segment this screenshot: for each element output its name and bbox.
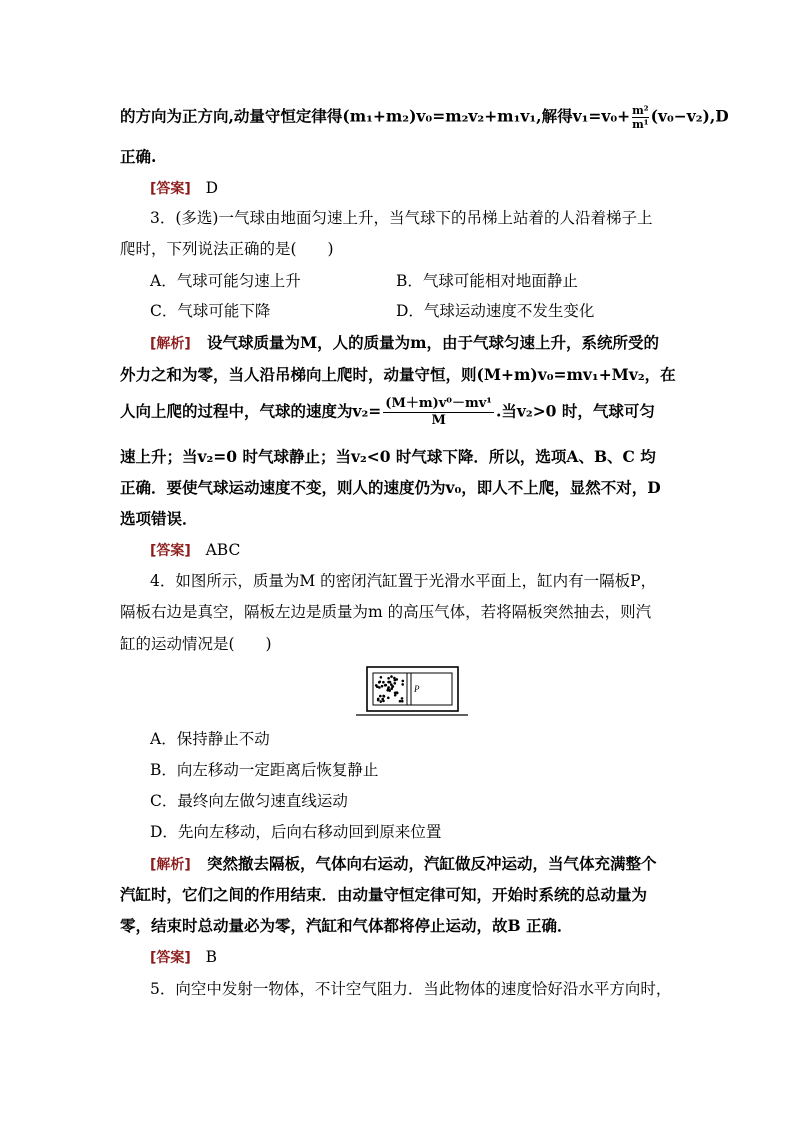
gas-particle: [390, 687, 393, 690]
explanation-3-text-3a: 人向上爬的过程中，气球的速度为v₂=: [120, 401, 382, 421]
explanation-3-line-1: [150, 332, 659, 355]
gas-particle: [379, 695, 382, 698]
gas-particle: [402, 680, 405, 683]
question-4-line-2: 隔板右边是真空，隔板左边是质量为m 的高压气体，若将隔板突然抽去，则汽: [120, 603, 652, 621]
explanation-3-line-2: 外力之和为零，当人沿吊梯向上爬时，动量守恒，则(M+m)v₀=mv₁+Mv₂，在: [120, 365, 676, 384]
answer-4: [150, 946, 217, 969]
question-4-option-d: D．先向左移动，后向右移动回到原来位置: [150, 823, 442, 841]
answer-label: [答案]: [150, 181, 191, 197]
gas-particle: [392, 685, 395, 688]
solution-line-1-text: 的方向为正方向,动量守恒定律得(m₁+m₂)v₀=m₂v₂+m₁v₁,解得v₁=v₀+: [120, 106, 631, 126]
explanation-label: [解析]: [150, 857, 191, 873]
explanation-3-line-6: 选项错误．: [120, 509, 198, 528]
gas-particle: [387, 686, 390, 689]
gas-particle: [401, 683, 404, 686]
gas-particle: [388, 681, 391, 684]
velocity-fraction: [383, 396, 494, 429]
explanation-4-line-1: [150, 853, 657, 876]
gas-particle: [396, 691, 399, 694]
gas-particle: [394, 682, 397, 685]
gas-particle: [387, 677, 390, 680]
gas-particle: [382, 695, 385, 698]
gas-particle: [379, 681, 382, 684]
question-4-option-c: C．最终向左做匀速直线运动: [150, 792, 348, 810]
high-pressure-gas: [375, 675, 404, 703]
question-3-option-d: D．气球运动速度不发生变化: [396, 302, 595, 320]
answer-value: ABC: [205, 541, 241, 559]
question-3-line-1: 3．(多选)一气球由地面匀速上升，当气球下的吊梯上站着的人沿着梯子上: [150, 209, 653, 227]
gas-particle: [401, 700, 404, 703]
gas-particle: [377, 699, 380, 702]
answer-3: [150, 539, 240, 562]
explanation-3-text-1: 设气球质量为M，人的质量为m，由于气球匀速上升，系统所受的: [207, 333, 660, 352]
question-3-line-2: 爬时，下列说法正确的是( ): [120, 240, 334, 258]
gas-particle: [375, 684, 378, 687]
question-3-option-a: A．气球可能匀速上升: [150, 272, 301, 290]
question-3-option-c: C．气球可能下降: [150, 302, 271, 320]
explanation-4-line-2: 汽缸时，它们之间的作用结束．由动量守恒定律可知，开始时系统的总动量为: [120, 885, 648, 904]
answer-label: [答案]: [150, 950, 191, 966]
gas-particle: [399, 700, 402, 703]
gas-particle: [382, 700, 385, 703]
question-5-line-1: 5．向空中发射一物体，不计空气阻力．当此物体的速度恰好沿水平方向时，: [150, 980, 672, 998]
cylinder-inner-wall: [373, 673, 452, 705]
explanation-3-text-3b: .当v₂>0 时，气球可匀: [496, 401, 655, 421]
explanation-4-line-3: 零，结束时总动量必为零，汽缸和气体都将停止运动，故B 正确．: [120, 916, 573, 935]
cylinder-figure: [356, 664, 468, 720]
fraction: [632, 104, 648, 131]
answer-value: D: [205, 179, 219, 197]
gas-particle: [380, 700, 383, 703]
fraction-numerator: m²: [632, 104, 649, 117]
explanation-3-line-3: [120, 396, 655, 429]
partition-label: P: [414, 684, 420, 694]
gas-particle: [380, 676, 383, 679]
answer-value: B: [205, 948, 217, 966]
explanation-4-text-1: 突然撤去隔板，气体向右运动，汽缸做反冲运动，当气体充满整个: [207, 854, 657, 873]
gas-particle: [384, 684, 387, 687]
question-4-line-1: 4．如图所示，质量为M 的密闭汽缸置于光滑水平面上，缸内有一隔板P，: [150, 572, 657, 590]
answer-1: [150, 177, 218, 200]
gas-particle: [390, 675, 393, 678]
answer-label: [答案]: [150, 543, 191, 559]
gas-particle: [396, 678, 399, 681]
question-3-option-b: B．气球可能相对地面静止: [396, 272, 578, 290]
gas-particle: [387, 697, 390, 700]
gas-particle: [382, 681, 385, 684]
question-4-option-a: A．保持静止不动: [150, 730, 270, 748]
velocity-fraction-numerator: (M＋m)v⁰－mv¹: [385, 396, 492, 411]
velocity-fraction-denominator: M: [431, 413, 446, 428]
solution-line-1-tail: (v₀−v₂),D: [650, 106, 729, 126]
question-4-line-3: 缸的运动情况是( ): [120, 635, 272, 653]
explanation-3-line-5: 正确．要使气球运动速度不变，则人的速度仍为v₀，即人不上爬，显然不对，D: [120, 478, 661, 497]
solution-line-2: 正确.: [120, 147, 157, 166]
explanation-label: [解析]: [150, 336, 191, 352]
cylinder-outer-wall: [367, 667, 458, 711]
fraction-denominator: m¹: [632, 118, 649, 131]
solution-line-1: [120, 104, 729, 131]
gas-particle: [394, 694, 397, 697]
question-4-option-b: B．向左移动一定距离后恢复静止: [150, 761, 379, 779]
gas-particle: [381, 685, 384, 688]
explanation-3-line-4: 速上升；当v₂=0 时气球静止；当v₂<0 时气球下降．所以，选项A、B、C 均: [120, 447, 656, 466]
gas-particle: [401, 697, 404, 700]
